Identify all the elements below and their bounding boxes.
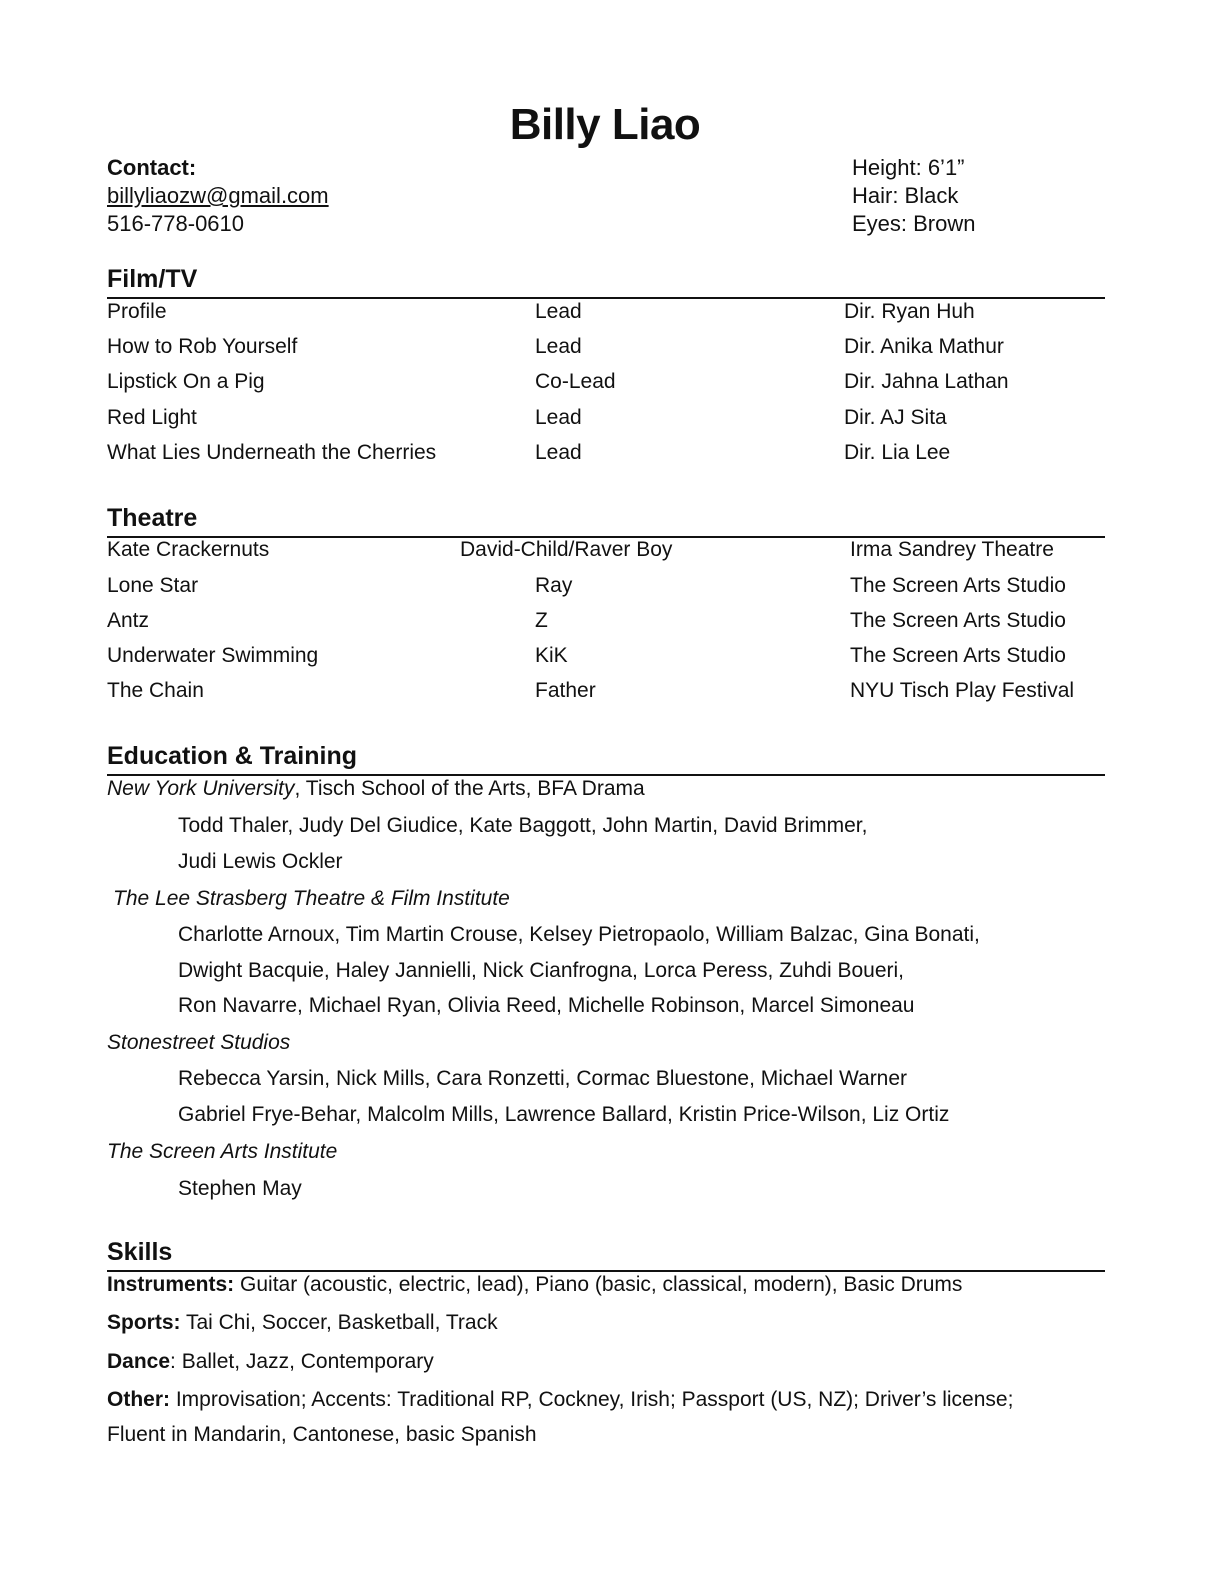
film-title: Lipstick On a Pig [107,370,265,393]
film-role: Lead [535,300,582,323]
teachers-line [0,1067,1224,1095]
film-row [0,335,1224,363]
nyu-teachers: Judi Lewis Ockler [178,850,343,873]
teachers-line [0,1177,1224,1205]
film-director: Dir. Ryan Huh [844,300,975,323]
film-row [0,441,1224,469]
film-role: Lead [535,335,582,358]
film-title: Red Light [107,406,197,429]
education-nyu [0,777,1224,805]
screen-arts-teachers: Stephen May [178,1177,302,1200]
theatre-role: KiK [535,644,568,667]
theatre-heading: Theatre [107,504,198,532]
skill-dance [0,1350,1224,1378]
skill-other-continued [0,1423,1224,1451]
nyu-school: New York University [107,777,295,800]
theatre-title: Underwater Swimming [107,644,319,667]
dance-label: Dance [107,1350,171,1373]
instruments-line [107,1273,962,1297]
theatre-role: David-Child/Raver Boy [460,538,673,561]
nyu-program: , Tisch School of the Arts, BFA Drama [294,777,645,800]
stonestreet-teachers: Rebecca Yarsin, Nick Mills, Cara Ronzetti, Cormac Bluestone, Michael Warner [178,1067,908,1090]
dance-value: : Ballet, Jazz, Contemporary [170,1350,434,1373]
teachers-line [0,923,1224,951]
strasberg-school: The Lee Strasberg Theatre & Film Institute [113,887,510,910]
other-line [107,1388,1013,1412]
film-row [0,370,1224,398]
theatre-venue: Irma Sandrey Theatre [850,538,1054,561]
film-title: What Lies Underneath the Cherries [107,441,437,464]
theatre-row [0,538,1224,566]
film-row [0,406,1224,434]
theatre-title: Antz [107,609,150,632]
sports-value: Tai Chi, Soccer, Basketball, Track [180,1311,498,1334]
teachers-line [0,959,1224,987]
email-link[interactable]: billyliaozw@gmail.com [107,183,329,208]
other-value: Improvisation; Accents: Traditional RP, Cockney, Irish; Passport (US, NZ); Driver’s license; [170,1388,1014,1411]
teachers-line [0,850,1224,878]
other-label: Other: [107,1388,170,1411]
film-row [0,300,1224,328]
film-role: Lead [535,406,582,429]
film-title: Profile [107,300,167,323]
sports-label: Sports: [107,1311,181,1334]
skills-heading: Skills [107,1238,173,1266]
film-director: Dir. AJ Sita [844,406,947,429]
strasberg-teachers: Ron Navarre, Michael Ryan, Olivia Reed, Michelle Robinson, Marcel Simoneau [178,994,915,1017]
film-role: Co-Lead [535,370,616,393]
film-divider [107,297,1105,299]
other-value-continued: Fluent in Mandarin, Cantonese, basic Spanish [107,1423,537,1446]
film-director: Dir. Anika Mathur [844,335,1004,358]
theatre-title: Kate Crackernuts [107,538,270,561]
theatre-venue: NYU Tisch Play Festival [850,679,1075,702]
theatre-venue: The Screen Arts Studio [850,644,1066,667]
applicant-name: Billy Liao [509,100,701,149]
eyes-stat: Eyes: Brown [852,211,976,236]
skill-other [0,1388,1224,1416]
skills-divider [107,1270,1105,1272]
education-divider [107,774,1105,776]
theatre-venue: The Screen Arts Studio [850,574,1066,597]
theatre-venue: The Screen Arts Studio [850,609,1066,632]
stonestreet-school: Stonestreet Studios [107,1031,291,1054]
height-stat: Height: 6’1” [852,155,965,180]
theatre-role: Z [535,609,548,632]
film-director: Dir. Jahna Lathan [844,370,1009,393]
film-title: How to Rob Yourself [107,335,298,358]
film-director: Dir. Lia Lee [844,441,951,464]
film-role: Lead [535,441,582,464]
contact-label: Contact: [107,155,197,180]
theatre-row [0,644,1224,672]
education-strasberg [0,887,1224,915]
theatre-role: Ray [535,574,573,597]
nyu-teachers: Todd Thaler, Judy Del Giudice, Kate Baggott, John Martin, David Brimmer, [178,814,868,837]
strasberg-teachers: Charlotte Arnoux, Tim Martin Crouse, Kelsey Pietropaolo, William Balzac, Gina Bonati, [178,923,980,946]
theatre-title: The Chain [107,679,204,702]
instruments-value: Guitar (acoustic, electric, lead), Piano (basic, classical, modern), Basic Drums [234,1273,963,1296]
screen-arts-school: The Screen Arts Institute [107,1140,338,1163]
strasberg-teachers: Dwight Bacquie, Haley Jannielli, Nick Cianfrogna, Lorca Peress, Zuhdi Boueri, [178,959,905,982]
film-heading: Film/TV [107,265,198,293]
sports-line [107,1311,498,1335]
teachers-line [0,994,1224,1022]
theatre-row [0,574,1224,602]
skill-sports [0,1311,1224,1339]
stonestreet-teachers: Gabriel Frye-Behar, Malcolm Mills, Lawrence Ballard, Kristin Price-Wilson, Liz Ortiz [178,1103,950,1126]
hair-stat: Hair: Black [852,183,959,208]
nyu-line [107,777,645,801]
theatre-row [0,609,1224,637]
phone-number: 516-778-0610 [107,211,245,236]
instruments-label: Instruments: [107,1273,235,1296]
education-stonestreet [0,1031,1224,1059]
theatre-row [0,679,1224,707]
teachers-line [0,1103,1224,1131]
theatre-role: Father [535,679,596,702]
theatre-title: Lone Star [107,574,199,597]
education-heading: Education & Training [107,742,358,770]
dance-line [107,1350,434,1374]
skill-instruments [0,1273,1224,1301]
education-screen-arts [0,1140,1224,1168]
teachers-line [0,814,1224,842]
